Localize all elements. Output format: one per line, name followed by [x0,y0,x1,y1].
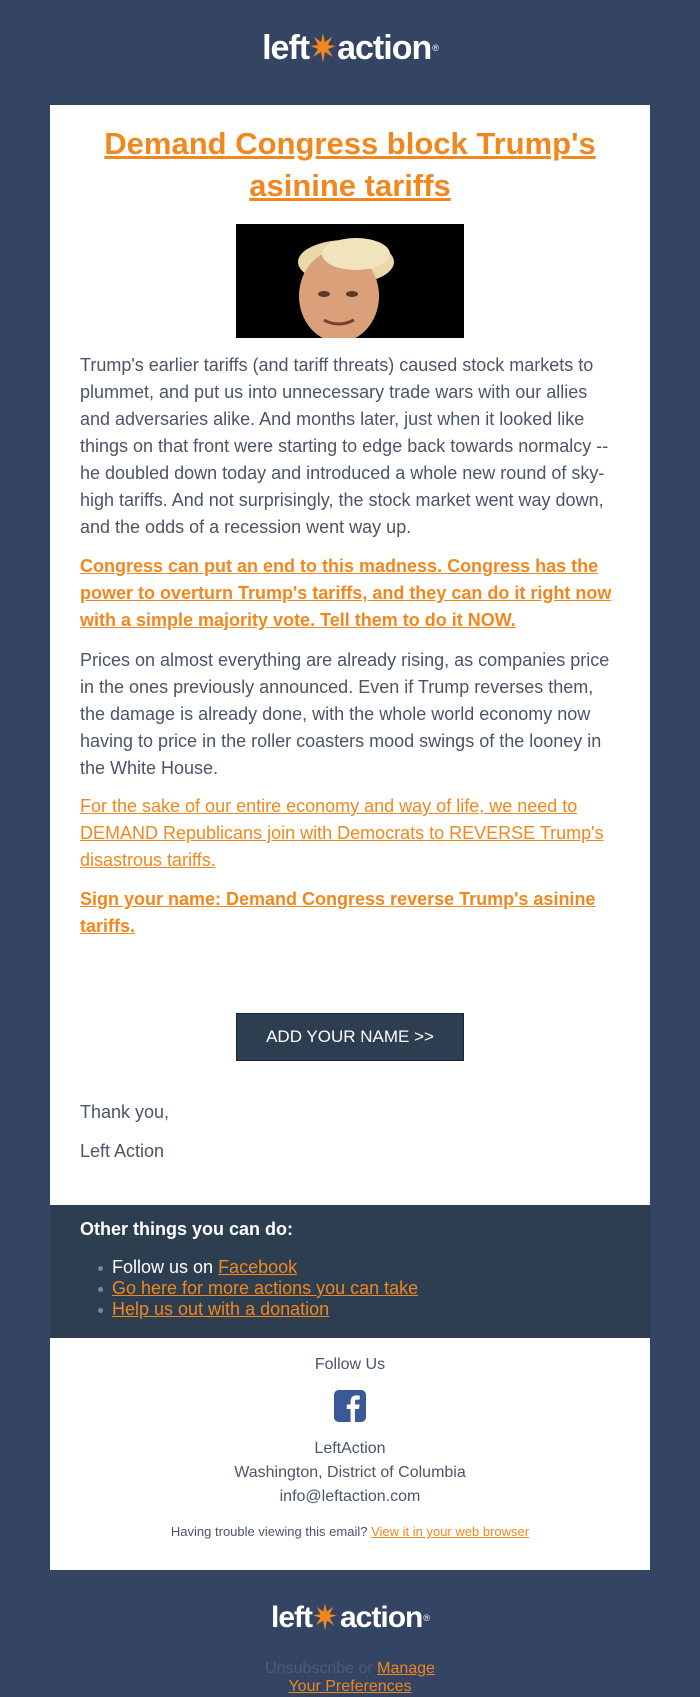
leftaction-logo [0,26,700,70]
org-city: Washington, District of Columbia [234,1464,466,1481]
logo-text-left: left [271,1601,312,1634]
logo-text-left: left [262,28,310,67]
starburst-icon [310,33,336,63]
other-things-list [112,1257,418,1320]
list-item [112,1299,418,1320]
email-card [50,105,650,1205]
org-email: info@leftaction.com [279,1488,421,1505]
action-link-sign[interactable]: Sign your name: Demand Congress reverse Trump's asinine tariffs. [80,889,596,936]
facebook-icon[interactable] [334,1390,366,1422]
follow-prefix: Follow us on [112,1257,219,1277]
leftaction-logo-footer [0,1598,700,1638]
registered-mark: ® [432,43,438,53]
facebook-link[interactable]: Facebook [218,1257,298,1277]
donation-link[interactable]: Help us out with a donation [112,1299,330,1319]
more-actions-link[interactable]: Go here for more actions you can take [112,1278,419,1298]
footer-card [50,1338,650,1570]
follow-us-label: Follow Us [314,1356,386,1373]
logo-text-right: action [337,28,432,67]
unsubscribe-link[interactable]: Unsubscribe or [265,1660,378,1677]
hero-image[interactable] [236,224,464,338]
thanks-text: Thank you, [80,1102,170,1122]
org-name: LeftAction [314,1440,386,1457]
signoff-text: Left Action [80,1141,165,1161]
logo-text-right: action [340,1601,423,1634]
list-item [112,1257,418,1278]
action-link-congress[interactable]: Congress can put an end to this madness. Congress has the power to overturn Trump's tariffs, and they can do it right now with a simple majority vote. Tell them to do it NOW. [80,556,612,630]
paragraph-prices: Prices on almost everything are already rising, as companies price in the ones previously announced. Even if Trump reverses them, the damage is already done, with the whole world economy now having to price in the roller coasters mood swings of the looney in the White House. [80,650,610,778]
registered-mark: ® [423,1613,429,1623]
view-in-browser-link[interactable]: View it in your web browser [371,1524,530,1539]
paragraph-intro: Trump's earlier tariffs (and tariff threats) caused stock markets to plummet, and put us into unnecessary trade wars with our allies and adversaries alike. And months later, just when it looked like things on that front were starting to edge back towards normalcy -- he doubled down today and introduced a whole new round of sky-high tariffs. And not surprisingly, the stock market went way down, and the odds of a recession went way up. [80,355,609,537]
headline-link[interactable]: Demand Congress block Trump's asinine tariffs [104,126,596,203]
trouble-viewing [50,1524,650,1539]
other-things-panel [50,1205,650,1338]
add-your-name-button[interactable]: ADD YOUR NAME >> [236,1013,464,1061]
trouble-text: Having trouble viewing this email? [170,1524,372,1539]
action-link-demand[interactable]: For the sake of our entire economy and way of life, we need to DEMAND Republicans join with Democrats to REVERSE Trump's disastrous tariffs. [80,796,604,870]
manage-preferences-link[interactable]: Manage Your Preferences [288,1660,435,1695]
other-things-title: Other things you can do: [80,1219,294,1239]
starburst-icon [313,1603,339,1633]
list-item [112,1278,418,1299]
unsubscribe-line [255,1660,445,1696]
